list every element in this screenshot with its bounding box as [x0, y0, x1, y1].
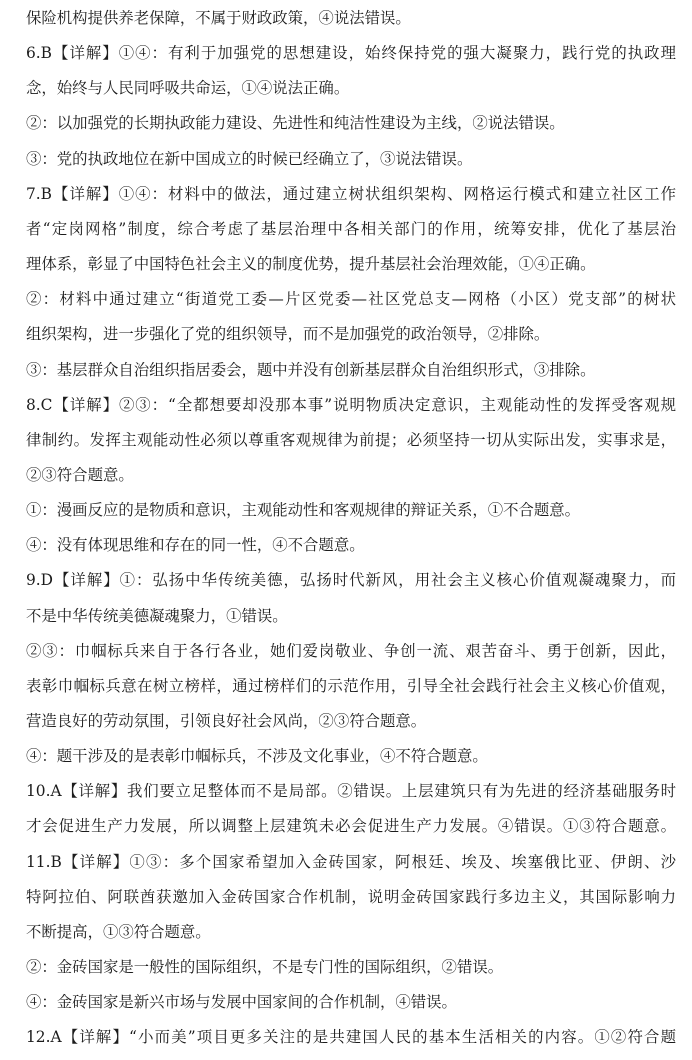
text-line-11: ③：基层群众自治组织指居委会，题中并没有创新基层群众自治组织形式，③排除。 — [26, 360, 596, 379]
text-line-20: 表彰巾帼标兵意在树立榜样，通过榜样们的示范作用，引导全社会践行社会主义核心价值观， — [26, 676, 676, 695]
text-line-10: 组织架构，进一步强化了党的组织领导，而不是加强党的政治领导，②排除。 — [26, 325, 550, 344]
text-line-12: 8.C【详解】②③：“全都想要却没那本事”说明物质决定意识，主观能动性的发挥受客观规 — [26, 395, 676, 414]
text-line-26: 特阿拉伯、阿联酋获邀加入金砖国家合作机制，说明金砖国家践行多边主义，其国际影响力 — [26, 887, 676, 906]
text-line-16: ④：没有体现思维和存在的同一性，④不合题意。 — [26, 536, 365, 555]
text-line-09: ②：材料中通过建立“街道党工委—片区党委—社区党总支—网格（小区）党支部”的树状 — [26, 290, 676, 309]
text-line-13: 律制约。发挥主观能动性必须以尊重客观规律为前提；必须坚持一切从实际出发，实事求是， — [26, 430, 676, 449]
text-line-23: 10.A【详解】我们要立足整体而不是局部。②错误。上层建筑只有为先进的经济基础服务时 — [26, 782, 676, 801]
text-line-18: 不是中华传统美德凝魂聚力，①错误。 — [26, 606, 288, 625]
text-line-05: ③：党的执政地位在新中国成立的时候已经确立了，③说法错误。 — [26, 149, 473, 168]
text-line-28: ②：金砖国家是一般性的国际组织，不是专门性的国际组织，②错误。 — [26, 958, 504, 977]
text-line-08: 理体系，彰显了中国特色社会主义的制度优势，提升基层社会治理效能，①④正确。 — [26, 255, 596, 274]
text-line-30: 12.A【详解】“小而美”项目更多关注的是共建国人民的基本生活相关的内容。①②符合题 — [26, 1028, 676, 1047]
text-line-22: ④：题干涉及的是表彰巾帼标兵，不涉及文化事业，④不符合题意。 — [26, 747, 488, 766]
text-line-04: ②：以加强党的长期执政能力建设、先进性和纯洁性建设为主线，②说法错误。 — [26, 114, 565, 133]
text-line-07: 者“定岗网格”制度，综合考虑了基层治理中各相关部门的作用，统筹安排，优化了基层治 — [26, 219, 676, 238]
text-line-21: 营造良好的劳动氛围，引领良好社会风尚，②③符合题意。 — [26, 712, 427, 730]
text-line-29: ④：金砖国家是新兴市场与发展中国家间的合作机制，④错误。 — [26, 993, 457, 1012]
text-line-02: 6.B【详解】①④：有利于加强党的思想建设，始终保持党的强大凝聚力，践行党的执政理 — [26, 44, 676, 63]
text-line-03: 念，始终与人民同呼吸共命运，①④说法正确。 — [26, 79, 350, 98]
text-line-14: ②③符合题意。 — [26, 465, 134, 484]
text-line-06: 7.B【详解】①④：材料中的做法，通过建立树状组织架构、网格运行模式和建立社区工作 — [26, 184, 676, 203]
text-line-27: 不断提高，①③符合题意。 — [26, 922, 211, 941]
text-line-19: ②③：巾帼标兵来自于各行各业，她们爱岗敬业、争创一流、艰苦奋斗、勇于创新，因此， — [26, 641, 676, 660]
text-line-25: 11.B【详解】①③：多个国家希望加入金砖国家，阿根廷、埃及、埃塞俄比亚、伊朗、沙 — [26, 852, 676, 871]
text-line-17: 9.D【详解】①：弘扬中华传统美德，弘扬时代新风，用社会主义核心价值观凝魂聚力，而 — [26, 571, 676, 590]
text-line-15: ①：漫画反应的是物质和意识，主观能动性和客观规律的辩证关系，①不合题意。 — [26, 501, 581, 520]
text-line-01: 保险机构提供养老保障，不属于财政政策，④说法错误。 — [26, 9, 411, 27]
text-line-24: 才会促进生产力发展，所以调整上层建筑未必会促进生产力发展。④错误。①③符合题意。 — [26, 817, 676, 836]
